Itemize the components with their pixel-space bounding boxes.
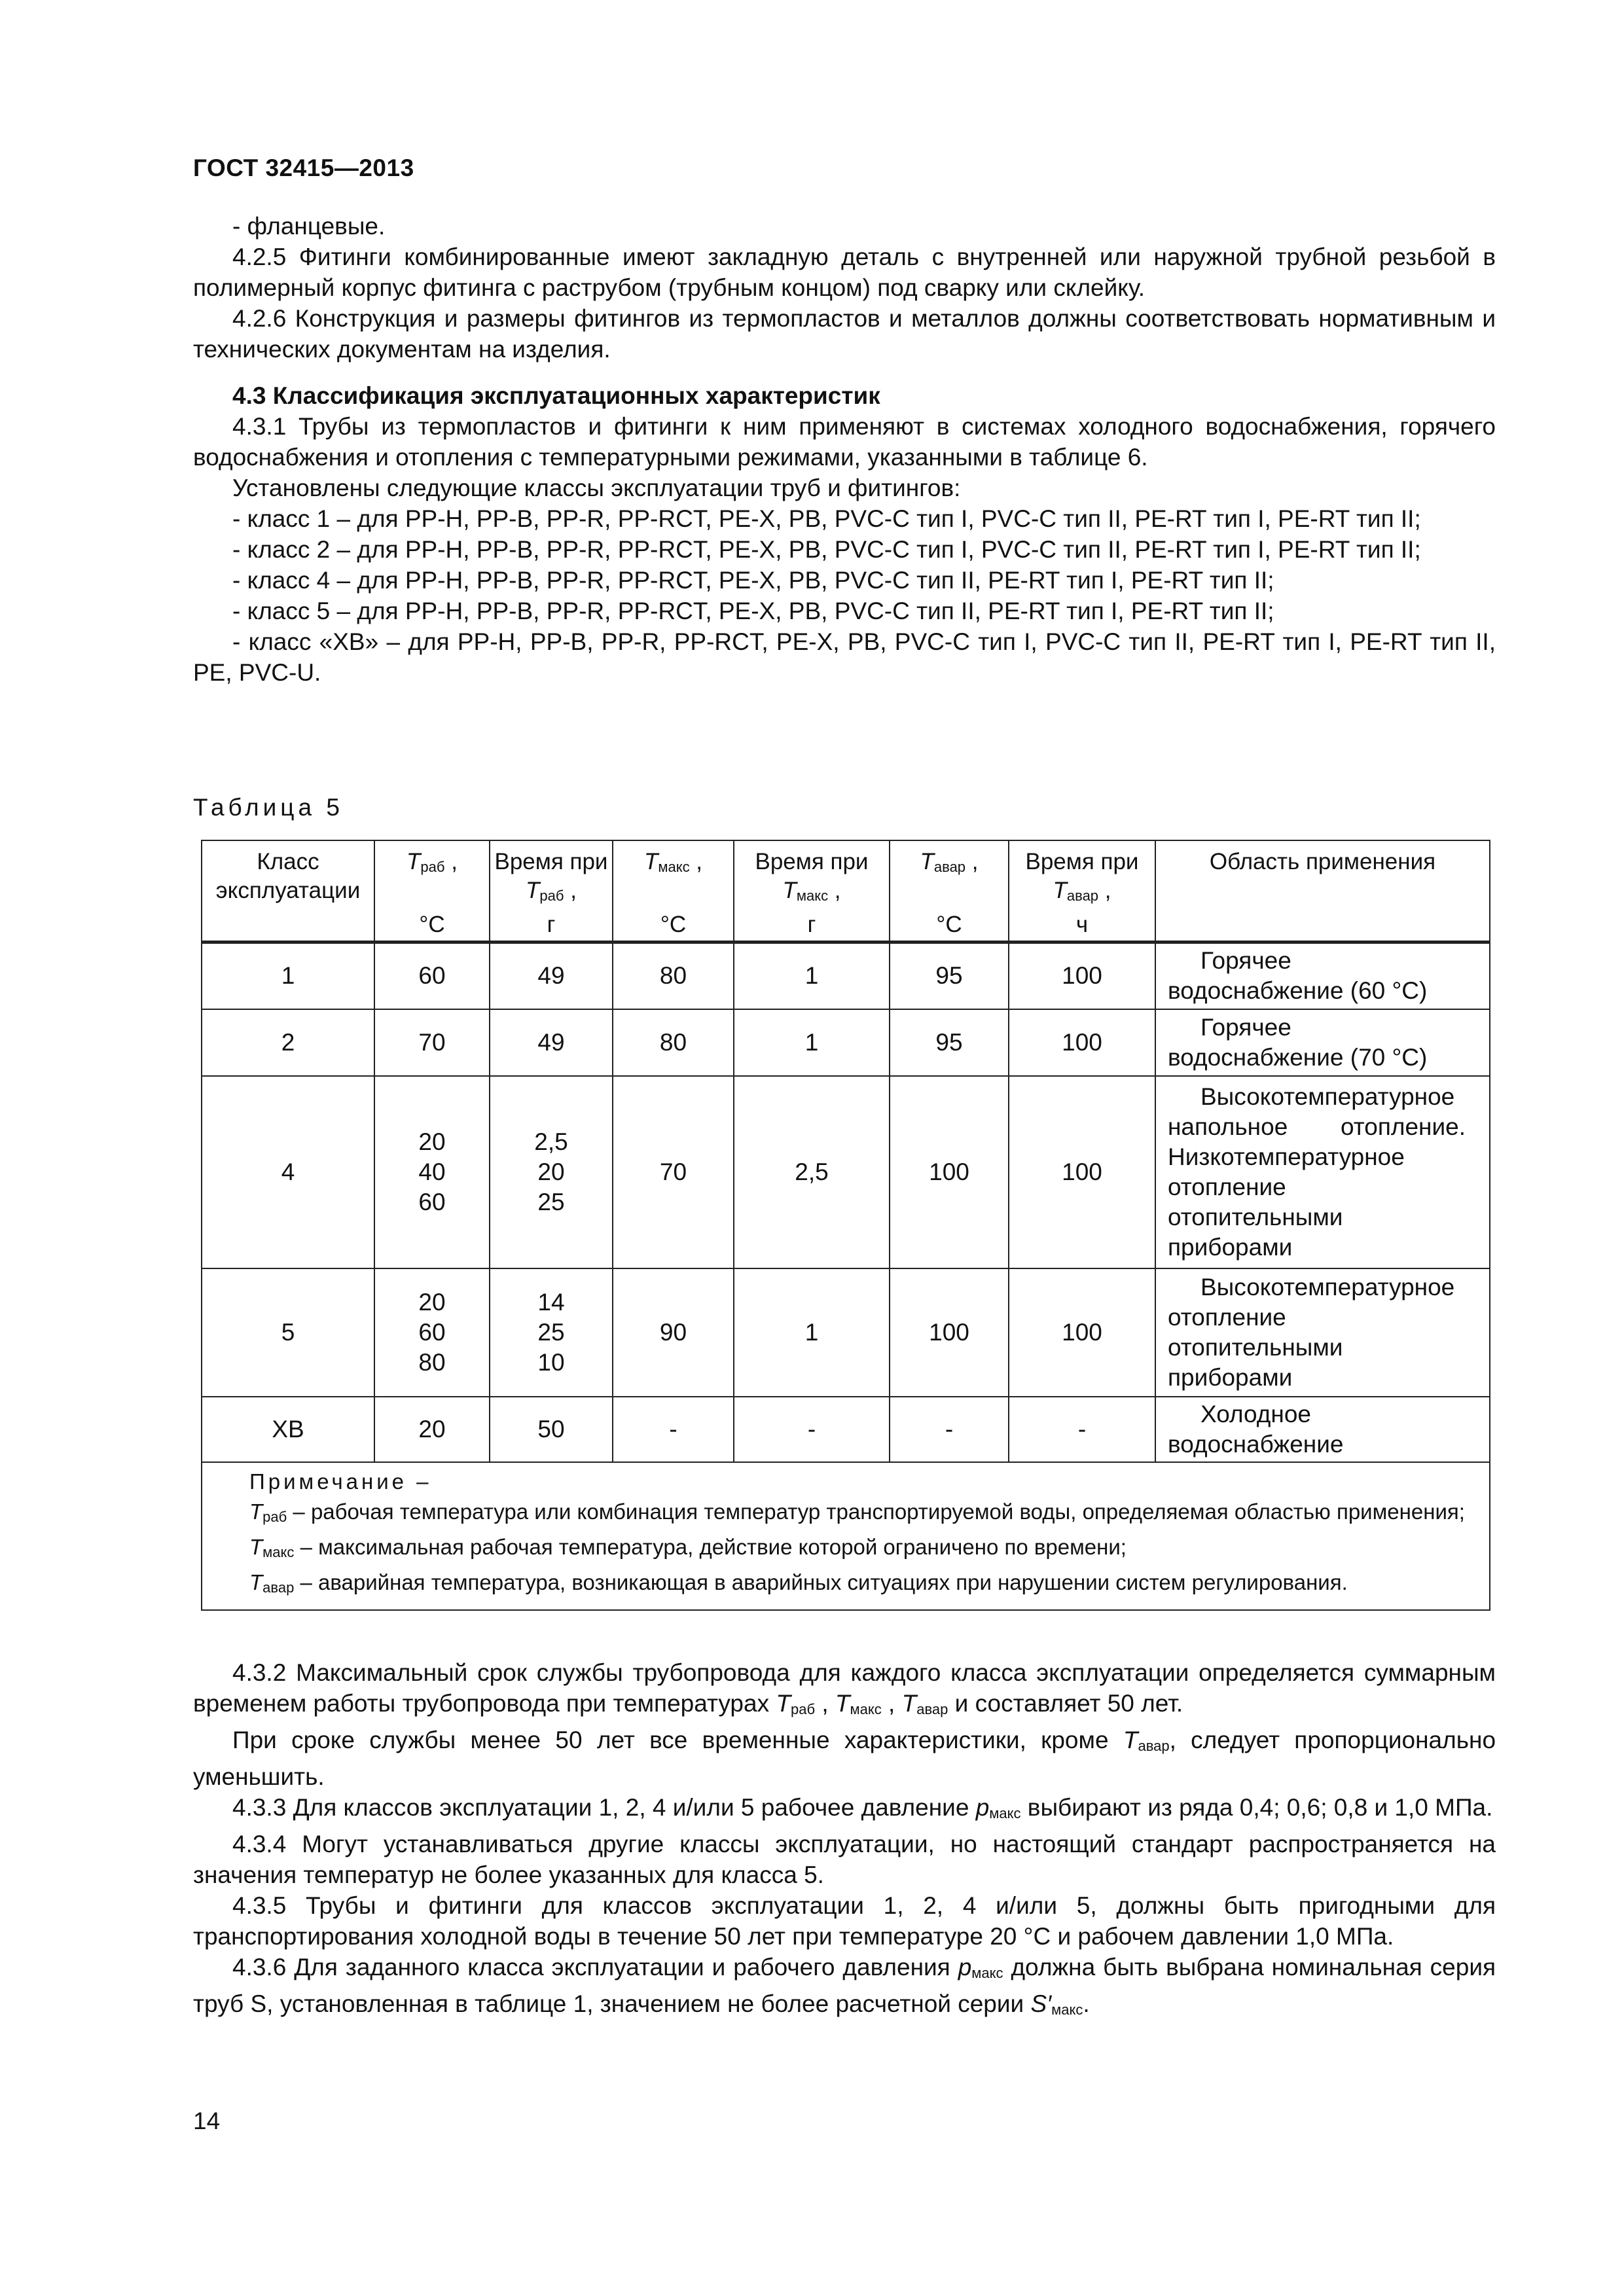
- paragraph: 4.3.3 Для классов эксплуатации 1, 2, 4 и/или 5 рабочее давление $p_{макс}$ выбирают из ряда 0,4; 0,6; 0,8 и 1,0 МПа.: [232, 1794, 1493, 1821]
- table-caption: Таблица 5: [193, 794, 344, 821]
- cell-t-max: -: [613, 1397, 734, 1462]
- header-time-avar: Время при $T_{авар}$ , ч: [1009, 840, 1155, 942]
- body-text-continued: [193, 1657, 1496, 2025]
- cell-t-work: 20 60 80: [374, 1268, 490, 1397]
- table-row: [202, 1076, 1490, 1268]
- table-note: [202, 1462, 1490, 1610]
- header-t-max: $T_{макс}$ , °C: [613, 840, 734, 942]
- note-line: $T_{раб}$ – рабочая температура или комбинация температур транспортируемой воды, определяемая областью применения;: [249, 1499, 1465, 1525]
- cell-area: Высокотемпературное отопление отопительными приборами: [1155, 1268, 1490, 1397]
- cell-time-max: 1: [734, 1268, 890, 1397]
- header-class: Класс эксплуатации: [202, 840, 374, 942]
- header-t-avar: $T_{авар}$ , °C: [890, 840, 1009, 942]
- paragraph: 4.3.6 Для заданного класса эксплуатации и рабочего давления $p_{макс}$ должна быть выбрана номинальная серия труб S, установленная в таблице 1, значением не более расчетной серии $S'_{макс}$.: [193, 1954, 1496, 2018]
- header-time-work: Время при $T_{раб}$ , г: [490, 840, 613, 942]
- table-note-row: [202, 1462, 1490, 1610]
- cell-class: ХВ: [202, 1397, 374, 1462]
- section-title: 4.3 Классификация эксплуатационных характеристик: [232, 382, 880, 409]
- cell-area: Холодное водоснабжение: [1155, 1397, 1490, 1462]
- cell-time-work: 49: [490, 942, 613, 1009]
- cell-t-max: 70: [613, 1076, 734, 1268]
- cell-t-avar: 95: [890, 942, 1009, 1009]
- note-line: $T_{макс}$ – максимальная рабочая температура, действие которой ограничено по времени;: [249, 1534, 1127, 1560]
- cell-t-avar: 100: [890, 1268, 1009, 1397]
- paragraph: При сроке службы менее 50 лет все временные характеристики, кроме $T_{авар}$, следует пропорционально уменьшить.: [193, 1727, 1496, 1790]
- paragraph: Установлены следующие классы эксплуатации труб и фитингов:: [232, 475, 961, 501]
- cell-time-work: 49: [490, 1009, 613, 1076]
- cell-t-avar: 95: [890, 1009, 1009, 1076]
- header-t-work: $T_{раб}$ , °C: [374, 840, 490, 942]
- cell-time-max: -: [734, 1397, 890, 1462]
- cell-class: 4: [202, 1076, 374, 1268]
- cell-t-work: 70: [374, 1009, 490, 1076]
- note-heading: Примечание –: [249, 1469, 432, 1494]
- cell-t-max: 90: [613, 1268, 734, 1397]
- cell-t-avar: -: [890, 1397, 1009, 1462]
- list-item: - класс 1 – для PP-H, PP-B, PP-R, PP-RCT, PE-X, PB, PVC-C тип I, PVC-C тип II, PE-RT тип I, PE-RT тип II;: [232, 505, 1421, 532]
- cell-time-work: 2,5 20 25: [490, 1076, 613, 1268]
- header-time-max: Время при $T_{макс}$ , г: [734, 840, 890, 942]
- body-text: [193, 211, 1496, 688]
- table-row: [202, 1397, 1490, 1462]
- cell-time-max: 2,5: [734, 1076, 890, 1268]
- table-header-row: [202, 840, 1490, 942]
- cell-area: Высокотемпературное напольное отопление. Низкотемпературное отопление отопительными приборами: [1155, 1076, 1490, 1268]
- cell-class: 1: [202, 942, 374, 1009]
- cell-t-work: 20 40 60: [374, 1076, 490, 1268]
- paragraph: - фланцевые.: [232, 213, 386, 240]
- operating-classes-table: [201, 840, 1490, 1611]
- cell-time-avar: 100: [1009, 942, 1155, 1009]
- cell-t-work: 60: [374, 942, 490, 1009]
- cell-time-avar: 100: [1009, 1076, 1155, 1268]
- cell-class: 2: [202, 1009, 374, 1076]
- paragraph: 4.3.1 Трубы из термопластов и фитинги к ним применяют в системах холодного водоснабжения, горячего водоснабжения и отопления с температурными режимами, указанными в таблице 6.: [193, 413, 1496, 471]
- cell-area: Горячее водоснабжение (70 °C): [1155, 1009, 1490, 1076]
- document-header: ГОСТ 32415—2013: [193, 154, 414, 181]
- paragraph: 4.2.5 Фитинги комбинированные имеют закладную деталь с внутренней или наружной трубной резьбой в полимерный корпус фитинга с раструбом (трубным концом) под сварку или склейку.: [193, 243, 1496, 301]
- cell-time-avar: 100: [1009, 1268, 1155, 1397]
- table-row: [202, 1009, 1490, 1076]
- page-number: 14: [193, 2108, 221, 2134]
- paragraph: 4.3.2 Максимальный срок службы трубопровода для каждого класса эксплуатации определяется суммарным временем работы трубопровода при температурах $T_{раб}$ , $T_{макс}$ , $T_{авар}$ и составляет 50 лет.: [193, 1659, 1496, 1717]
- note-line: $T_{авар}$ – аварийная температура, возникающая в аварийных ситуациях при нарушении систем регулирования.: [249, 1570, 1348, 1596]
- cell-time-max: 1: [734, 1009, 890, 1076]
- header-area: Область применения: [1155, 840, 1490, 942]
- cell-t-work: 20: [374, 1397, 490, 1462]
- cell-time-avar: -: [1009, 1397, 1155, 1462]
- list-item: - класс 5 – для PP-H, PP-B, PP-R, PP-RCT, PE-X, PB, PVC-C тип II, PE-RT тип I, PE-RT тип II;: [232, 598, 1274, 624]
- cell-t-max: 80: [613, 942, 734, 1009]
- cell-time-work: 14 25 10: [490, 1268, 613, 1397]
- cell-t-max: 80: [613, 1009, 734, 1076]
- list-item: - класс 2 – для PP-H, PP-B, PP-R, PP-RCT, PE-X, PB, PVC-C тип I, PVC-C тип II, PE-RT тип I, PE-RT тип II;: [232, 536, 1421, 563]
- table-row: [202, 1268, 1490, 1397]
- cell-time-work: 50: [490, 1397, 613, 1462]
- cell-time-avar: 100: [1009, 1009, 1155, 1076]
- cell-class: 5: [202, 1268, 374, 1397]
- paragraph: 4.2.6 Конструкция и размеры фитингов из термопластов и металлов должны соответствовать нормативным и технических документам на изделия.: [193, 305, 1496, 363]
- cell-area: Горячее водоснабжение (60 °C): [1155, 942, 1490, 1009]
- paragraph: 4.3.4 Могут устанавливаться другие классы эксплуатации, но настоящий стандарт распространяется на значения температур не более указанных для класса 5.: [193, 1831, 1496, 1888]
- list-item: - класс «ХВ» – для PP-H, PP-B, PP-R, PP-RCT, PE-X, PB, PVC-C тип I, PVC-C тип II, PE-RT тип I, PE-RT тип II, PE, PVC-U.: [193, 628, 1496, 686]
- cell-time-max: 1: [734, 942, 890, 1009]
- cell-t-avar: 100: [890, 1076, 1009, 1268]
- list-item: - класс 4 – для PP-H, PP-B, PP-R, PP-RCT, PE-X, PB, PVC-C тип II, PE-RT тип I, PE-RT тип II;: [232, 567, 1274, 594]
- table-row: [202, 942, 1490, 1009]
- paragraph: 4.3.5 Трубы и фитинги для классов эксплуатации 1, 2, 4 и/или 5, должны быть пригодными для транспортирования холодной воды в течение 50 лет при температуре 20 °C и рабочем давлении 1,0 МПа.: [193, 1892, 1496, 1950]
